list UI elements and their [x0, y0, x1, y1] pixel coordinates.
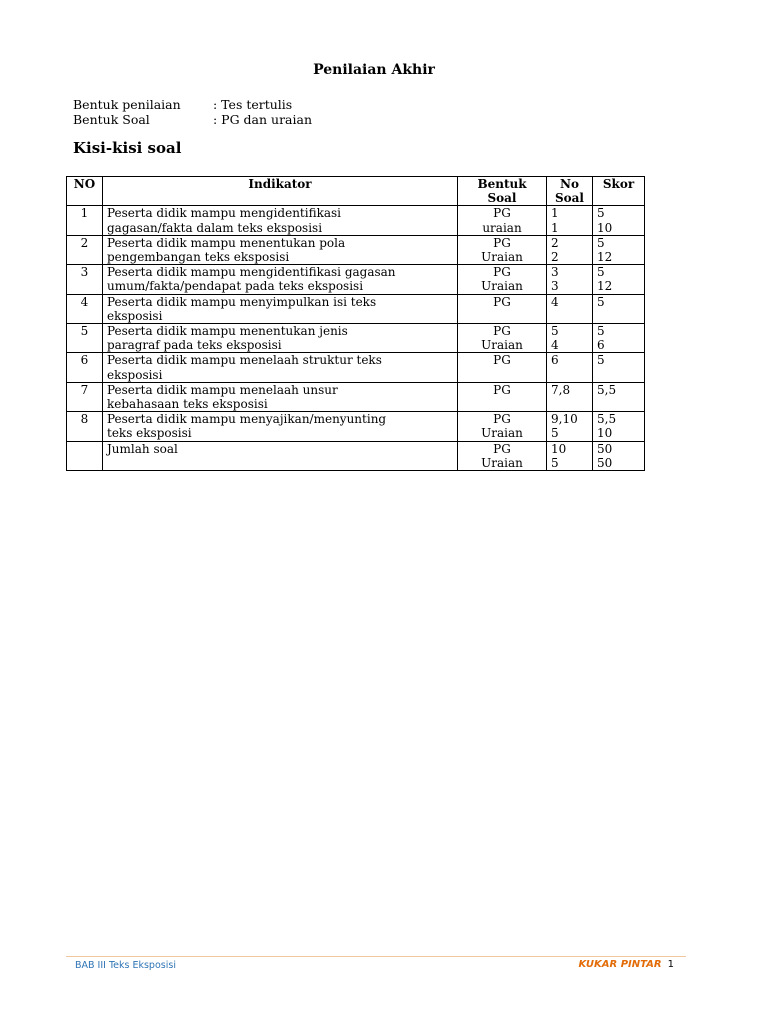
kisi-kisi-table: [66, 176, 645, 471]
table-header-row: [67, 177, 645, 206]
header-bentuk-soal: [458, 177, 547, 206]
cell-no-soal-line: 4: [551, 338, 559, 353]
meta-value: : Tes tertulis: [213, 97, 293, 112]
cell-indikator-line: Peserta didik mampu menyajikan/menyunting: [107, 412, 387, 427]
cell-bentuk-soal-line: Uraian: [481, 426, 523, 441]
cell-no-soal-line: 1: [551, 220, 559, 235]
cell-skor-line: 6: [597, 338, 605, 353]
cell-bentuk-soal-line: Uraian: [481, 250, 523, 265]
table-row: [67, 353, 645, 382]
table-row: [67, 206, 645, 235]
meta-value: : PG dan uraian: [213, 112, 313, 127]
table-row: [67, 382, 645, 411]
cell-skor-line: 50: [597, 455, 613, 470]
cell-bentuk-soal: [458, 441, 547, 470]
cell-indikator-line: Peserta didik mampu mengidentifikasi gagasan: [107, 265, 396, 280]
cell-skor-line: 12: [597, 279, 613, 294]
cell-no-soal-line: 3: [551, 279, 559, 294]
cell-skor: [593, 441, 645, 470]
cell-skor-line: 5: [597, 324, 605, 339]
cell-no: 2: [67, 235, 103, 264]
page-number: 1: [667, 959, 674, 970]
cell-bentuk-soal-line: PG: [493, 265, 511, 280]
table-row: [67, 294, 645, 323]
cell-indikator-line: eksposisi: [107, 367, 163, 382]
cell-no: [67, 441, 103, 470]
cell-no-soal-line: [551, 397, 588, 411]
cell-no-soal-line: [551, 368, 588, 382]
cell-indikator-line: Peserta didik mampu menyimpulkan isi teks: [107, 294, 377, 309]
cell-indikator: [103, 265, 458, 294]
cell-no-soal: [547, 382, 593, 411]
cell-no: 4: [67, 294, 103, 323]
header-line: Soal: [487, 191, 517, 206]
page-title: Penilaian Akhir: [313, 62, 435, 78]
cell-no-soal-line: 6: [551, 353, 559, 368]
cell-indikator: [103, 382, 458, 411]
cell-bentuk-soal: [458, 235, 547, 264]
header-indikator: Indikator: [103, 177, 458, 206]
cell-no-soal-line: 9,10: [551, 412, 578, 427]
cell-bentuk-soal: [458, 206, 547, 235]
cell-skor-line: 5,5: [597, 382, 617, 397]
cell-bentuk-soal: [458, 324, 547, 353]
cell-no-soal-line: 2: [551, 250, 559, 265]
cell-no-soal: [547, 353, 593, 382]
cell-bentuk-soal-line: Uraian: [481, 279, 523, 294]
cell-skor: [593, 206, 645, 235]
table-row: [67, 412, 645, 441]
cell-indikator-line: umum/fakta/pendapat pada teks eksposisi: [107, 279, 364, 294]
cell-bentuk-soal-line: PG: [493, 235, 511, 250]
header-no-soal: [547, 177, 593, 206]
header-line: No: [560, 177, 579, 191]
cell-no-soal: [547, 412, 593, 441]
cell-skor-line: 5: [597, 294, 605, 309]
cell-bentuk-soal-line: [462, 397, 542, 411]
cell-indikator-line: Peserta didik mampu menelaah unsur: [107, 382, 338, 397]
footer-brand: KUKAR PINTAR: [578, 959, 662, 970]
cell-skor-line: 50: [597, 441, 613, 456]
cell-skor-line: 5: [597, 265, 605, 280]
cell-indikator: [103, 324, 458, 353]
cell-bentuk-soal-line: uraian: [482, 220, 522, 235]
cell-skor-line: 5: [597, 206, 605, 221]
cell-bentuk-soal-line: [462, 309, 542, 323]
cell-no: 1: [67, 206, 103, 235]
cell-no-soal: [547, 206, 593, 235]
cell-bentuk-soal-line: PG: [493, 441, 511, 456]
meta-row: [73, 112, 312, 127]
cell-no-soal: [547, 235, 593, 264]
cell-skor-line: [597, 397, 640, 411]
footer-brand-block: [579, 959, 674, 970]
cell-indikator-line: teks eksposisi: [107, 426, 192, 441]
cell-no: 3: [67, 265, 103, 294]
cell-no-soal: [547, 324, 593, 353]
header-line: Bentuk: [477, 177, 527, 191]
meta-label: Bentuk penilaian: [73, 97, 181, 112]
cell-bentuk-soal-line: Uraian: [481, 455, 523, 470]
cell-no-soal-line: 7,8: [551, 382, 571, 397]
cell-indikator-line: kebahasaan teks eksposisi: [107, 397, 268, 412]
cell-skor: [593, 265, 645, 294]
header-skor: Skor: [593, 177, 645, 206]
cell-no-soal-line: 3: [551, 265, 559, 280]
cell-bentuk-soal: [458, 294, 547, 323]
cell-no-soal-line: 5: [551, 455, 559, 470]
cell-indikator: [103, 206, 458, 235]
cell-bentuk-soal-line: PG: [493, 412, 511, 427]
cell-skor-line: 5: [597, 235, 605, 250]
cell-skor-line: 10: [597, 426, 613, 441]
footer-divider: [66, 956, 686, 957]
table-row: [67, 324, 645, 353]
footer-chapter: BAB III Teks Eksposisi: [75, 960, 176, 971]
cell-skor-line: 5,5: [597, 412, 617, 427]
cell-indikator-line: paragraf pada teks eksposisi: [107, 338, 282, 353]
cell-bentuk-soal-line: Uraian: [481, 338, 523, 353]
cell-bentuk-soal: [458, 412, 547, 441]
cell-skor: [593, 235, 645, 264]
cell-bentuk-soal: [458, 353, 547, 382]
cell-skor-line: 12: [597, 250, 613, 265]
meta-row: [73, 97, 312, 112]
cell-indikator-line: Peserta didik mampu menentukan pola: [107, 235, 346, 250]
cell-indikator-line: Jumlah soal: [107, 441, 178, 456]
table-body: [67, 206, 645, 471]
cell-indikator: [103, 294, 458, 323]
cell-no-soal-line: 10: [551, 441, 567, 456]
cell-indikator: [103, 412, 458, 441]
cell-no-soal-line: 2: [551, 235, 559, 250]
cell-bentuk-soal: [458, 382, 547, 411]
cell-no-soal: [547, 265, 593, 294]
cell-no: 6: [67, 353, 103, 382]
cell-indikator-line: pengembangan teks eksposisi: [107, 250, 290, 265]
cell-indikator-line: eksposisi: [107, 308, 163, 323]
header-line: Soal: [554, 191, 584, 206]
cell-skor: [593, 382, 645, 411]
cell-no-soal-line: [551, 309, 588, 323]
cell-indikator: [103, 235, 458, 264]
cell-skor-line: [597, 368, 640, 382]
cell-no: 7: [67, 382, 103, 411]
cell-bentuk-soal: [458, 265, 547, 294]
cell-bentuk-soal-line: PG: [493, 206, 511, 221]
cell-no-soal-line: 5: [551, 426, 559, 441]
cell-skor: [593, 353, 645, 382]
cell-indikator-line: Peserta didik mampu mengidentifikasi: [107, 206, 342, 221]
cell-indikator-line: Peserta didik mampu menentukan jenis: [107, 324, 348, 339]
section-title: Kisi-kisi soal: [73, 139, 182, 157]
cell-bentuk-soal-line: PG: [493, 294, 511, 309]
cell-no-soal-line: 4: [551, 294, 559, 309]
table-row: [67, 441, 645, 470]
cell-bentuk-soal-line: [462, 368, 542, 382]
cell-no-soal-line: 5: [551, 324, 559, 339]
cell-skor-line: 10: [597, 220, 613, 235]
cell-no-soal: [547, 441, 593, 470]
cell-no: 5: [67, 324, 103, 353]
cell-indikator: [103, 441, 458, 470]
cell-skor-line: [597, 309, 640, 323]
cell-skor: [593, 294, 645, 323]
table-row: [67, 265, 645, 294]
cell-no-soal: [547, 294, 593, 323]
cell-skor-line: 5: [597, 353, 605, 368]
header-no: NO: [67, 177, 103, 206]
cell-indikator-line: [107, 456, 453, 470]
cell-bentuk-soal-line: PG: [493, 382, 511, 397]
meta-label: Bentuk Soal: [73, 112, 150, 127]
cell-no: 8: [67, 412, 103, 441]
cell-skor: [593, 324, 645, 353]
cell-no-soal-line: 1: [551, 206, 559, 221]
cell-bentuk-soal-line: PG: [493, 353, 511, 368]
cell-indikator: [103, 353, 458, 382]
cell-indikator-line: Peserta didik mampu menelaah struktur teks: [107, 353, 382, 368]
cell-bentuk-soal-line: PG: [493, 324, 511, 339]
table-row: [67, 235, 645, 264]
cell-indikator-line: gagasan/fakta dalam teks eksposisi: [107, 220, 323, 235]
assessment-meta: [73, 97, 312, 127]
cell-skor: [593, 412, 645, 441]
